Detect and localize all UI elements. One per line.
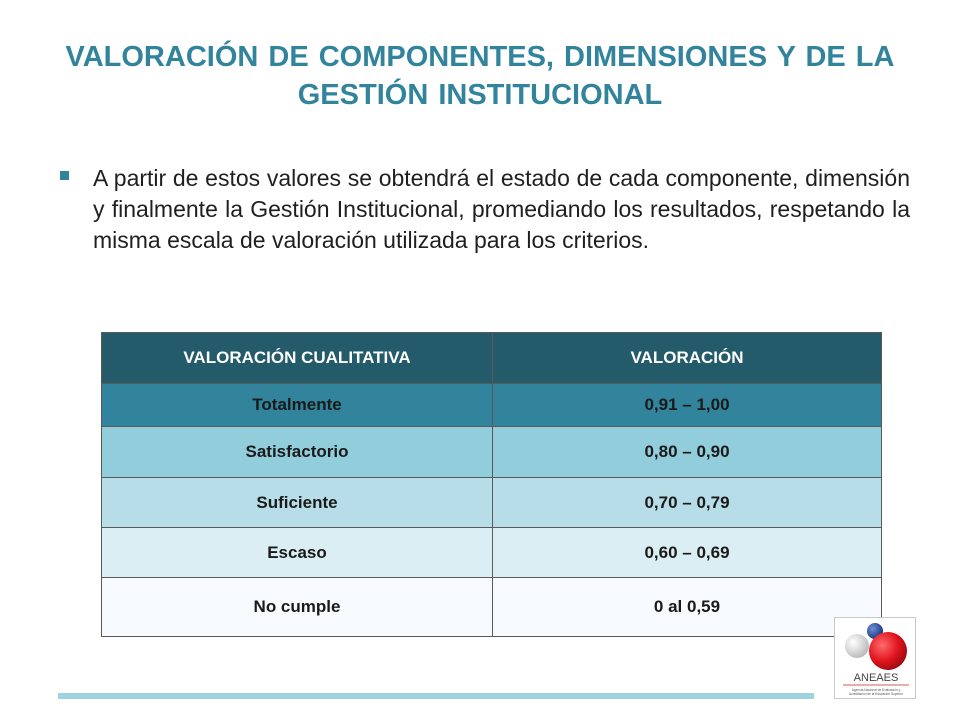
bullet-item xyxy=(58,163,910,256)
table-row xyxy=(102,384,882,427)
svg-text:Agencia Nacional de Evaluación: Agencia Nacional de Evaluación y xyxy=(851,688,901,692)
table-header-row xyxy=(102,333,882,384)
cell-qualitative: Totalmente xyxy=(102,384,493,427)
cell-range: 0,91 – 1,00 xyxy=(493,384,882,427)
cell-range: 0,80 – 0,90 xyxy=(493,427,882,478)
header-qualitative: VALORACIÓN CUALITATIVA xyxy=(102,333,493,384)
header-valuation: VALORACIÓN xyxy=(493,333,882,384)
cell-qualitative: Escaso xyxy=(102,528,493,578)
slide-title: VALORACIÓN DE COMPONENTES, DIMENSIONES Y DE LA GESTIÓN INSTITUCIONAL xyxy=(65,41,895,111)
table-row xyxy=(102,528,882,578)
cell-range: 0 al 0,59 xyxy=(493,578,882,637)
bullet-text: A partir de estos valores se obtendrá el estado de cada componente, dimensión y finalmente la Gestión Institucional, promediando los resultados, respetando la misma escala de valoración utilizada para los criterios. xyxy=(93,165,910,253)
footer-bar xyxy=(58,693,814,699)
cell-range: 0,60 – 0,69 xyxy=(493,528,882,578)
square-bullet-icon xyxy=(60,171,69,180)
table-row xyxy=(102,427,882,478)
cell-qualitative: Satisfactorio xyxy=(102,427,493,478)
aneaes-logo xyxy=(834,617,916,699)
table-row xyxy=(102,578,882,637)
svg-text:Acreditación de la Educación S: Acreditación de la Educación Superior xyxy=(848,692,904,696)
valuation-table xyxy=(101,332,882,637)
svg-text:ANEAES: ANEAES xyxy=(853,672,899,684)
cell-qualitative: No cumple xyxy=(102,578,493,637)
cell-range: 0,70 – 0,79 xyxy=(493,478,882,528)
cell-qualitative: Suficiente xyxy=(102,478,493,528)
table-row xyxy=(102,478,882,528)
aneaes-logo-icon xyxy=(835,618,917,700)
